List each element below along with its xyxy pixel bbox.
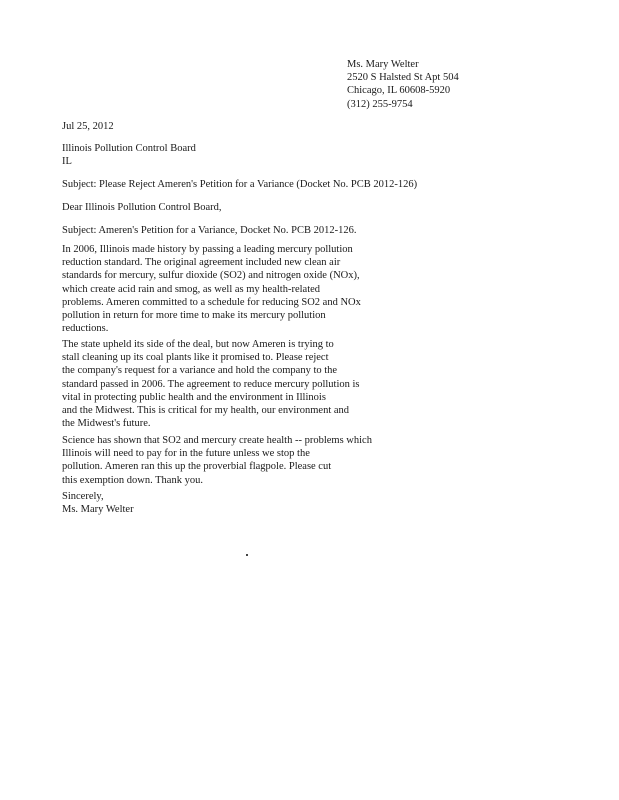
- valediction: Sincerely,: [62, 491, 104, 502]
- paragraph-line: pollution. Ameren ran this up the proverbial flagpole. Please cut: [62, 461, 332, 473]
- paragraph-line: standards for mercury, sulfur dioxide (SO2) and nitrogen oxide (NOx),: [62, 270, 360, 282]
- paragraph-line: the company's request for a variance and hold the company to the: [62, 365, 338, 377]
- subject-repeat-line: Subject: Ameren's Petition for a Variance, Docket No. PCB 2012-126.: [62, 225, 357, 236]
- paragraph-line: Science has shown that SO2 and mercury create health -- problems which: [62, 435, 372, 446]
- paragraph-line: pollution in return for more time to make its mercury pollution: [62, 310, 326, 322]
- paragraph-line: standard passed in 2006. The agreement to reduce mercury pollution is: [62, 378, 360, 390]
- sender-city: Chicago, IL 60608-5920: [347, 85, 451, 97]
- sender-name: Ms. Mary Welter: [347, 59, 419, 70]
- paragraph-line: reduction standard. The original agreement included new clean air: [62, 257, 341, 269]
- paragraph-1: [62, 243, 362, 335]
- sender-address-block: [347, 58, 597, 111]
- paragraph-line: and the Midwest. This is critical for my health, our environment and: [62, 405, 350, 417]
- paragraph-2: [62, 338, 362, 430]
- paragraph-line: vital in protecting public health and the environment in Illinois: [62, 391, 326, 403]
- recipient-name: Illinois Pollution Control Board: [62, 143, 196, 154]
- recipient-address-block: [62, 142, 196, 168]
- recipient-state: IL: [62, 156, 72, 168]
- paragraph-line: the Midwest's future.: [62, 418, 151, 430]
- signature-name: Ms. Mary Welter: [62, 504, 134, 516]
- paragraph-line: stall cleaning up its coal plants like it promised to. Please reject: [62, 352, 329, 364]
- paragraph-line: Illinois will need to pay for in the future unless we stop the: [62, 448, 310, 460]
- sender-street: 2520 S Halsted St Apt 504: [347, 72, 459, 84]
- paragraph-line: In 2006, Illinois made history by passing a leading mercury pollution: [62, 244, 353, 255]
- sender-phone: (312) 255-9754: [347, 98, 413, 110]
- paragraph-line: which create acid rain and smog, as well as my health-related: [62, 283, 321, 295]
- paragraph-line: this exemption down. Thank you.: [62, 474, 203, 486]
- closing-block: [62, 490, 134, 516]
- salutation: Dear Illinois Pollution Control Board,: [62, 202, 222, 213]
- scan-speck: [246, 554, 248, 556]
- paragraph-line: reductions.: [62, 323, 109, 335]
- subject-line: Subject: Please Reject Ameren's Petition for a Variance (Docket No. PCB 2012-126): [62, 179, 418, 190]
- letter-date: Jul 25, 2012: [62, 121, 114, 132]
- paragraph-line: The state upheld its side of the deal, but now Ameren is trying to: [62, 339, 334, 350]
- paragraph-3: [62, 434, 372, 487]
- paragraph-line: problems. Ameren committed to a schedule for reducing SO2 and NOx: [62, 296, 361, 308]
